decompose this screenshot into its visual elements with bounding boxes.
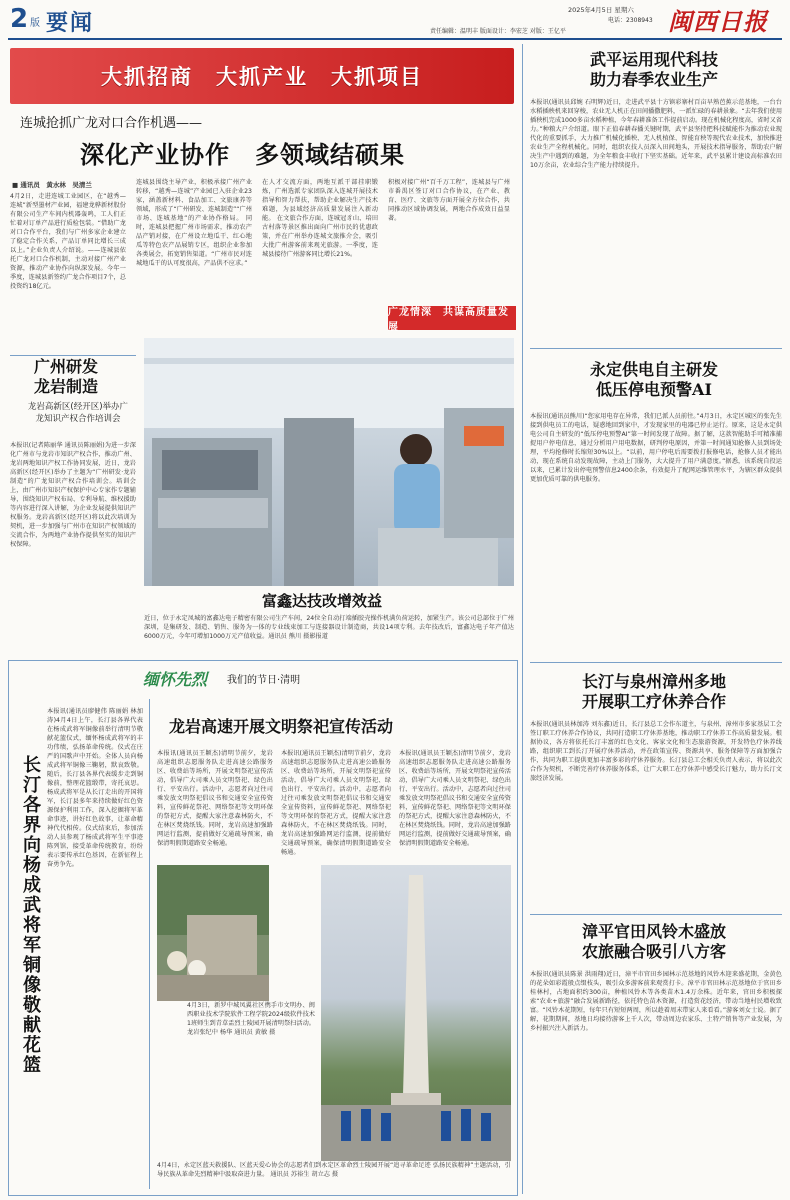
lead-col-1: 4月2日，走进连城工业园区，在“越秀—连城”新型墨材产业园，福建龙骅新材股份有限公司生产车间内机器轰鸣，工人们正忙着对订单产品进行质检包装。“借助广龙对口合作平台，我们与广州多家企业建立了稳定合作关系，产品订单同比增长三成以上。”企业负责人介绍说。——连城县依托广龙对口合作机制，主动对接广州产业资源，推动产业协作向纵深发展。今年一季度，连城县新签约广龙合作项目7个，总投资约18亿元。 [10,193,126,290]
photo-main-caption: 近日，位于永定凤城的富鑫达电子精密有限公司生产车间，24位全自动打端插胶壳操作机满负荷运转，加紧生产。该公司总部位于广州深圳，是集研发、制造、销售、服务为一体的专业线束加工与连接器设计制造商，共设14项专利。去年技改后，富鑫达电子年产值达6000万元，今年可增加1000万元产值收益。通讯员 熊川 摄影报道 [144,615,514,640]
right-article-2 [530,352,782,660]
right-article-3 [530,666,782,912]
photo-main-title: 富鑫达技改增效益 [262,592,383,610]
qm-col-title: 长汀各界向杨成武将军铜像敬献花篮 [19,755,41,1075]
qm-main-col-2: 本报讯(通讯员王颖杰)清明节前夕，龙岩高速组织志愿服务队走进高速公路服务区、收费站等场所，开展文明祭祀宣传活动，倡导广大司乘人员文明祭祀、绿色出行、平安出行。活动中，志愿者向过往司乘发放文明祭祀倡议书和交通安全宣传资料，宣传鲜花祭祀、网络祭祀等文明环保的祭祀方式，提醒大家注意森林防火，不在林区焚烧纸钱。同时，龙岩高速加强路网运行监测，提前做好交通疏导预案，确保清明假期道路安全畅通。 [281,750,391,856]
qm-col-article [13,699,145,1191]
right-article-1 [530,46,782,346]
right-col-divider [522,44,523,1194]
qm-main-col-3: 本报讯(通讯员王颖杰)清明节前夕，龙岩高速组织志愿服务队走进高速公路服务区、收费站等场所，开展文明祭祀宣传活动，倡导广大司乘人员文明祭祀、绿色出行、平安出行。活动中，志愿者向过往司乘发放文明祭祀倡议书和交通安全宣传资料，宣传鲜花祭祀、网络祭祀等文明环保的祭祀方式，提醒大家注意森林防火，不在林区焚烧纸钱。同时，龙岩高速加强路网运行监测，提前做好交通疏导预案，确保清明假期道路安全畅通。 [399,750,511,847]
top-banner [10,48,514,104]
phone: 电话：2308943 [608,17,653,24]
qingming-frame [8,660,518,1196]
gz-subtitle: 龙岩高新区(经开区)举办广龙知识产权合作培训会 [27,402,129,424]
qm-main-title: 龙岩高速开展文明祭祀宣传活动 [169,717,394,736]
lead-col-4: 积极对接广州“百千万工程”，连城县与广州市番禺区签订对口合作协议，在产业、教育、医疗、文旅等方面开展全方位合作，共同推动区域协调发展，两地合作成效日益显著。 [388,179,510,222]
right-rule-2 [530,662,782,663]
section-name: 要闻 [46,11,95,36]
qm-photo-2-caption: 4月4日，永定区蓝天救援队、区蓝天爱心协会的志愿者们到永定区革命烈士陵园开展“追寻革命足迹 弘扬民族精神”主题活动，引导民族从革命先烈精神中汲取奋进力量。 通讯员 苏裕生 胡立志 摄 [157,1162,511,1178]
lead-byline: ■ 通讯员 黄水林 吴清兰 [12,181,92,189]
qm-main-col-1: 本报讯(通讯员王颖杰)清明节前夕，龙岩高速组织志愿服务队走进高速公路服务区、收费站等场所，开展文明祭祀宣传活动，倡导广大司乘人员文明祭祀、绿色出行、平安出行。活动中，志愿者向过往司乘发放文明祭祀倡议书和交通安全宣传资料，宣传鲜花祭祀、网络祭祀等文明环保的祭祀方式，提醒大家注意森林防火，不在林区焚烧纸钱。同时，龙岩高速加强路网运行监测，提前做好交通疏导预案，确保清明假期道路安全畅通。 [157,750,273,847]
page-unit: 版 [30,18,40,29]
page-number: 2 [10,4,29,34]
qm-photo-2-scene [321,865,511,1161]
lead-col-3: 在人才交流方面，两地互派干部挂职锻炼，广州选派专家团队深入连城开展技术指导和智力帮扶，帮助企业解决生产技术难题，为县域经济高质量发展注入新动能。 在文旅合作方面，连城冠豸山、培田古村落等景区推出面向广州市民的优惠政策，并在广州举办连城文旅推介会，吸引大批广州游客前来观光旅游。一季度，连城县接待广州游客同比增长21%。 [262,179,378,258]
qm-header [143,667,443,691]
factory-photo-scene [144,338,514,586]
qm-divider [149,699,150,1189]
qm-logo-tail: 我们的节日·清明 [227,675,301,686]
qm-logo: 缅怀先烈 [143,670,208,689]
paper-name-logo: 闽西日报 [668,7,768,36]
right-rule-1 [530,348,782,349]
gz-article [10,355,136,655]
right-a2-body: 本报讯(通讯员熊川)“您家用电存在异常，我们已派人员前往。”4月3日，永定区城区的张先生接到供电员工的电话，疑惑地回到家中，才发现家里的电器已停止运行。原来，这是永定供电公司自主研发的“低压停电预警AI”第一时间发现了故障。据了解，这款智能助手可精准捕捉用户停电信息，通过分析用户用电数据，研判停电原因，并第一时间通知抢修人员到场处理，平均抢修时长缩短30%以上。“以前，用户停电后需要拨打报修电话，抢修人员才能出动，现在系统自动发现故障，主动上门服务，大大提升了用户满意度。”据悉，该系统自投运以来，已累计发出停电预警信息2400余条，有效提升了配网运维管理水平，为辖区群众提供更加优质可靠的供电服务。 [530,413,782,483]
right-a3-body: 本报讯(通讯员林加涛 刘东鑫)近日，长汀县总工会作东道主，与泉州、漳州市多家基层工会签订职工疗休养合作协议，共同打造职工疗休养基地，推动职工疗休养工作高质量发展。根据协议，各方将依托长汀丰富的红色文化、客家文化和生态旅游资源，开发特色疗休养线路，组织职工到长汀开展疗休养活动，并在政策宣传、资源共享、服务保障等方面加强合作，共同为职工提供更加丰富多彩的疗休养服务。长汀县总工会相关负责人表示，将以此次合作为契机，不断完善疗休养服务体系，让广大职工在疗休养中感受长汀魅力，助力长汀文旅经济发展。 [530,721,782,782]
qm-col-body: 本报讯(通讯员廖健伟 陈丽娟 林加涛)4月4日上午，长汀县各界代表在杨成武将军铜像前举行清明节敬献花篮仪式，缅怀杨成武将军的丰功伟绩，弘扬革命传统。仪式在庄严的国歌声中开始。全体人员向杨成武将军铜像三鞠躬，默哀致敬。随后，长汀县各界代表缓步走到铜像前，整理花篮缎带，寄托哀思。杨成武将军是从长汀走出的开国将军，长汀县多年来持续做好红色资源保护利用工作，深入挖掘将军革命事迹，讲好红色故事，让革命精神代代相传。仪式结束后，参加活动人员参观了杨成武将军生平事迹陈列馆，接受革命传统教育，纷纷表示要传承红色基因，在新征程上奋勇争先。 [47,708,143,868]
qm-photo-1 [157,865,269,1001]
editors-line: 责任编辑：温明丰 版面设计：李宏芝 对版：王亿平 [430,28,566,35]
right-a1-body: 本报讯(通讯员邱婉 石明辉)近日，走进武平县十方镇彩寨村百亩早熟芭蕉示范基地，一台台水稻插秧机来回穿梭，农业无人机正在田间播撒肥料，一派忙碌的春耕景象。“去年我们使用插秧机完成1000多亩水稻种植，今年春耕准备工作提前启动。现在机械化程度高，省时又省力。”种粮大户介绍道。眼下正值春耕春播关键时期，武平县坚持把科技赋能作为推动农业现代化的重要抓手，大力推广机械化插秧、无人机植保、智能育秧等现代农业技术，加快推进农业生产全程机械化。同时，组织农技人员深入田间地头，开展技术指导服务，帮助农户解决生产中遇到的难题，为全年粮食丰收打下坚实基础。近年来，武平县累计建设高标准农田10万余亩，农业综合生产能力持续提升。 [530,99,782,169]
factory-photo [144,338,514,586]
issue-date: 2025年4月5日 星期六 [568,6,634,14]
right-a2-title: 永定供电自主研发 低压停电预警AI [590,360,719,399]
masthead [0,0,790,42]
qm-photo-2 [321,865,511,1161]
lead-kicker: 连城抢抓广龙对口合作机遇—— [20,116,203,131]
gz-title: 广州研发 龙岩制造 [34,357,99,396]
qm-photo-1-scene [157,865,269,1001]
right-a4-body: 本报讯(通讯员陈景 洪雨翔)近日，漳平市官田乡园林示范基地的风铃木迎来盛花期，金黄色的花朵如彩霞般点缀枝头，吸引众多游客前来观赏打卡。漳平市官田林示范基地位于官田乡桂林村，占地面积约300亩，种植风铃木等各类苗木1.4万余株。近年来，官田乡积极探索“农业+旅游”融合发展新路径，依托特色苗木资源，打造赏花经济，带动当地村民增收致富。“风铃木花期短，每年只有短短两周，所以趁着周末带家人来看看。”游客刘女士说。据了解，花期期间，基地日均接待游客上千人次，带动周边农家乐、土特产销售等产业发展，为乡村振兴注入新活力。 [530,971,782,1032]
gz-rule [10,355,136,356]
right-a1-title: 武平运用现代科技 助力春季农业生产 [590,50,719,89]
lead-headline: 深化产业协作 多领域结硕果 [80,140,405,169]
lead-col-2: 连城县围绕主导产业，积极承接广州产业转移，“越秀—连城”产业园已入驻企业23家，涵盖新材料、食品加工、文旅康养等领域，形成了“广州研发、连城制造”“广州市场、连城基地”的产业协作格局。 同时，连城县把握广州市场需求，推动农产品产销对接，在广州设立地瓜干、红心地瓜等特色农产品展销专区，组织企业参加各类展会，拓宽销售渠道。“广州市民对连城地瓜干的认可度很高，产品供不应求。” [136,179,252,267]
gz-body: 本报讯(记者陈丽华 通讯员陈丽娟)为进一步深化广州市与龙岩市知识产权合作，推动广州、龙岩两地知识产权工作协同发展，近日，龙岩高新区(经开区)举办了主题为“广州研发·龙岩制造”的广龙知识产权合作培训会。培训会上，由广州市知识产权保护中心专家作专题辅导，围绕知识产权布局、专利导航、维权援助等内容进行深入讲解，为企业发展提供知识产权服务。龙岩高新区(经开区)将以此次培训为契机，进一步加强与广州市在知识产权领域的交流合作，为两地产业协作提供坚实的知识产权保障。 [10,442,136,548]
qm-photo-1-caption: 4月3日，新罗中城凤翼社区携手市文明办、闽西职业技术学院软件工程学院2024级软件技术1班师生到青草盂烈士陵园开展清明祭扫活动。 龙岩张纪中 杨华 通讯员 黄敏 摄 [187,1002,315,1036]
right-rule-3 [530,914,782,915]
gl-banner [388,306,516,333]
right-article-4 [530,918,782,1194]
right-a3-title: 长汀与泉州漳州多地 开展职工疗休养合作 [582,672,727,711]
masthead-rule [8,38,782,40]
top-banner-text: 大抓招商 大抓产业 大抓项目 [101,65,423,89]
gl-banner-text: 广龙情深 共谋高质量发展 [388,307,509,333]
right-a4-title: 漳平官田风铃木盛放 农旅融合吸引八方客 [582,922,727,961]
